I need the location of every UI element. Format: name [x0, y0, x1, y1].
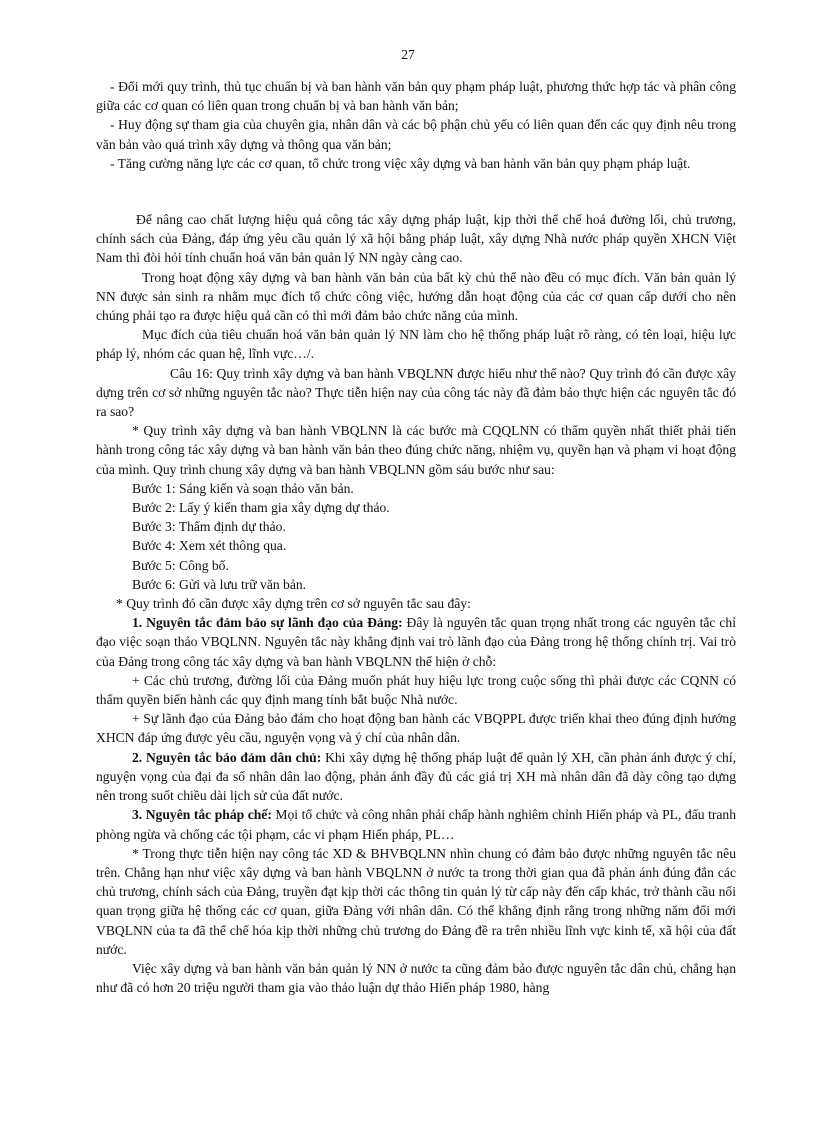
principle-1-sub: + Các chủ trương, đường lối của Đảng muốn phát huy hiệu lực trong cuộc sống thì phải được các CQNN có thẩm quyền biến hành các quy định mang tính bắt buộc Nhà nước.	[96, 672, 736, 708]
bullet-item: - Tăng cường năng lực các cơ quan, tổ chức trong việc xây dựng và ban hành văn bản quy phạm pháp luật.	[110, 155, 691, 171]
principle-2-title: 2. Nguyên tắc bảo đảm dân chủ:	[132, 749, 322, 765]
practice-paragraph: * Trong thực tiễn hiện nay công tác XD & BHVBQLNN nhìn chung có đảm bảo được những nguyên tắc nêu trên. Chẳng hạn như việc xây dựng và ban hành VBQLNN ở nước ta trong thời gian qua đã phản ánh đúng đắn các chủ trương, chính sách của Đảng, truyền đạt kịp thời các thông tin quản lý từ cấp này đến cấp khác, trở thành cầu nối quan trọng giữa hệ thống các cơ quan, giữa Đảng với nhân dân. Có thể khẳng định rằng trong những năm đổi mới VBQLNN của ta đã thể chế hóa kịp thời những chủ trương do Đảng đề ra trên nhiều lĩnh vực kinh tế, xã hội của đất nước.	[96, 845, 736, 957]
page-number: 27	[401, 47, 415, 62]
principle-1-title: 1. Nguyên tắc đảm bảo sự lãnh đạo của Đảng:	[132, 615, 403, 631]
principle-2	[96, 748, 736, 806]
principle-2-text: Khi xây dựng hệ thống pháp luật để quản lý XH, cần phản ánh được ý chí, nguyện vọng của đại đa số nhân dân lao động, phản ánh đầy đủ các giá trị XH mà nhân dân đã dày công tạo dựng nên trong suốt chiều dài lịch sử của đất nước.	[96, 749, 736, 804]
principle-3	[96, 805, 736, 843]
step-item: Bước 1: Sáng kiến và soạn thảo văn bản.	[132, 480, 354, 496]
principle-1	[96, 613, 736, 671]
principle-1-sub: + Sự lãnh đạo của Đảng bảo đảm cho hoạt động ban hành các VBQPPL được triển khai theo đúng định hướng XHCN đáp ứng được yêu cầu, nguyện vọng và ý chí của nhân dân.	[96, 711, 736, 746]
step-item: Bước 5: Công bố.	[132, 557, 229, 573]
step-item: Bước 6: Gửi và lưu trữ văn bản.	[132, 576, 307, 592]
top-bullet-list	[96, 77, 736, 173]
bullet-item: - Huy động sự tham gia của chuyên gia, nhân dân và các bộ phận chủ yếu có liên quan đến các quy định nêu trong văn bản vào quá trình xây dựng và thông qua văn bản;	[96, 117, 736, 152]
question-16: Câu 16: Quy trình xây dựng và ban hành VBQLNN được hiểu như thế nào? Quy trình đó cần được xây dựng trên cơ sở những nguyên tắc nào? Thực tiễn hiện nay của công tác này đã đảm bảo thực hiện các nguyên tắc đó ra sao?	[96, 365, 736, 420]
paragraph-standardize: Để nâng cao chất lượng hiệu quả công tác xây dựng pháp luật, kịp thời thể chế hoá đường lối, chủ trương, chính sách của Đảng, đáp ứng yêu cầu quản lý xã hội bằng pháp luật, xây dựng Nhà nước pháp quyền XHCN Việt Nam thì đòi hỏi tính chuẩn hoá văn bản quản lý NN ngày càng cao.	[96, 212, 736, 266]
principle-3-title: 3. Nguyên tắc pháp chế:	[132, 807, 272, 823]
step-item: Bước 2: Lấy ý kiến tham gia xây dựng dự thảo.	[132, 500, 390, 516]
step-item: Bước 3: Thẩm định dự thảo.	[132, 519, 286, 535]
paragraph-purpose-1: Trong hoạt động xây dựng và ban hành văn bản của bất kỳ chủ thể nào đều có mục đích. Văn bản quản lý NN được sản sinh ra nhằm mục đích tổ chức công việc, hướng dẫn hoạt động của các cơ quan cấp dưới cho nên chúng phải tạo ra được hiệu quả cần có thì mới đảm bảo chức năng của mình.	[96, 269, 736, 324]
principle-1-text: Đây là nguyên tắc quan trọng nhất trong các nguyên tắc chỉ đạo việc soạn thảo VBQLNN. Nguyên tắc này khẳng định vai trò lãnh đạo của Đảng trong hệ thống chính trị. Vai trò của Đảng trong công tác xây dựng và ban hành VBQLNN thể hiện ở chỗ:	[96, 615, 736, 669]
final-paragraph: Việc xây dựng và ban hành văn bản quản lý NN ở nước ta cũng đảm bảo được nguyên tắc dân chủ, chẳng hạn như đã có hơn 20 triệu người tham gia vào thảo luận dự thảo Hiến pháp 1980, hàng	[96, 960, 736, 996]
principles-intro: * Quy trình đó cần được xây dựng trên cơ sở nguyên tắc sau đây:	[116, 596, 471, 612]
answer-intro: * Quy trình xây dựng và ban hành VBQLNN là các bước mà CQQLNN có thẩm quyền nhất thiết phải tiến hành trong công tác xây dựng và ban hành văn bản theo đúng chức năng, nhiệm vụ, quyền hạn và phạm vi hoạt động của mình. Quy trình chung xây dựng và ban hành VBQLNN gồm sáu bước như sau:	[96, 423, 736, 477]
principle-3-text: Mọi tổ chức và công nhân phải chấp hành nghiêm chỉnh Hiến pháp và PL, đấu tranh phòng ngừa và chống các tội phạm, các vi phạm Hiến pháp, PL…	[96, 807, 736, 842]
body-section	[96, 210, 736, 997]
bullet-item: - Đổi mới quy trình, thủ tục chuẩn bị và ban hành văn bản quy phạm pháp luật, phương thức hợp tác và phân công giữa các cơ quan có liên quan trong chuẩn bị và ban hành văn bản;	[96, 79, 736, 114]
paragraph-purpose-2: Mục đích của tiêu chuẩn hoá văn bản quản lý NN làm cho hệ thống pháp luật rõ ràng, có tên loại, hiệu lực pháp lý, nhóm các quan hệ, lĩnh vực…/.	[96, 327, 736, 362]
steps-list	[96, 479, 736, 594]
step-item: Bước 4: Xem xét thông qua.	[132, 538, 287, 554]
